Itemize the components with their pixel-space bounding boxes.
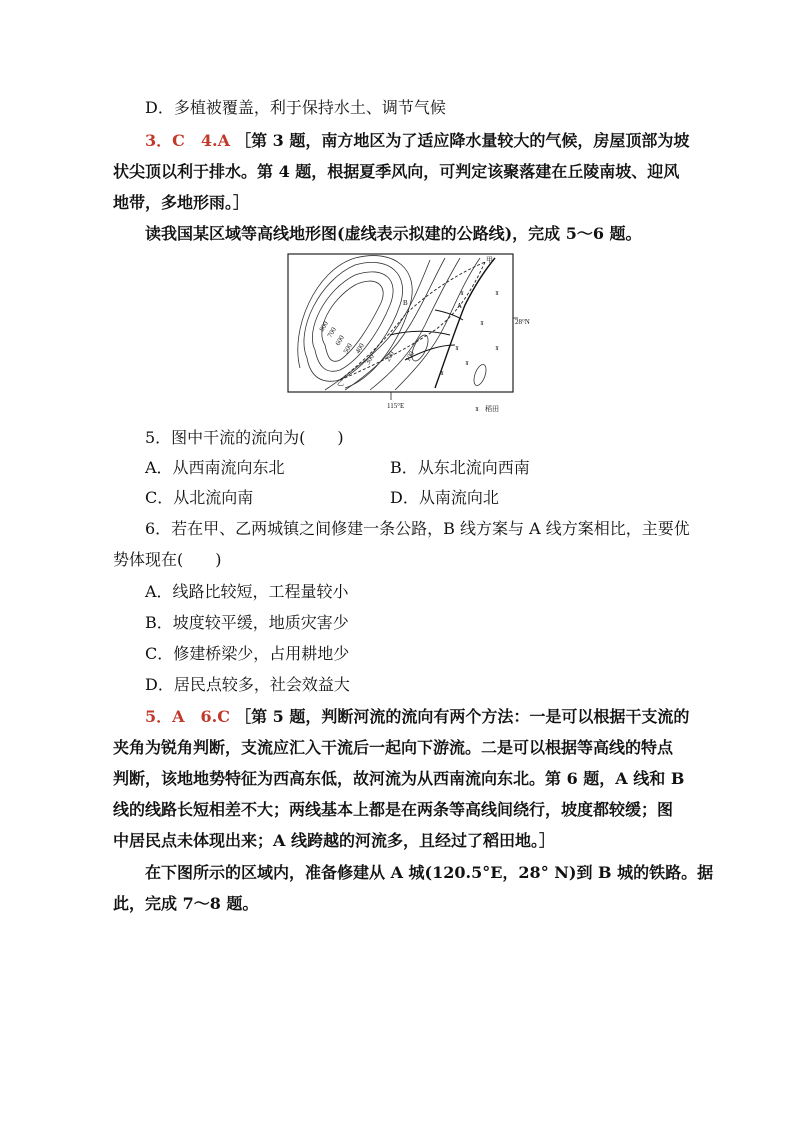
q5-option-d: D．从南流向北 [390,488,499,507]
svg-text:ɤ: ɤ [440,369,444,377]
q5-option-a: A．从西南流向东北 [145,458,285,477]
svg-text:ɤ: ɤ [495,289,499,297]
intro-5-6: 读我国某区域等高线地形图(虚线表示拟建的公路线)，完成 5～6 题。 [145,224,642,243]
answer-3-4-text3: 地带，多地形雨。］ [113,193,250,212]
q5-stem: 5．图中干流的流向为( ) [145,428,344,447]
q6-stem2: 势体现在( ) [113,550,222,569]
route-b-label: B [403,299,408,307]
svg-text:ɤ: ɤ [495,344,499,352]
tributaries [390,310,463,360]
svg-text:ɤ: ɤ [465,359,469,367]
answer-5-6-text2: 夹角为锐角判断，支流应汇入干流后一起向下游流。二是可以根据等高线的特点 [113,738,674,757]
contour-label-400: 400 [353,341,366,355]
option-d-prev: D．多植被覆盖，利于保持水土、调节气候 [145,98,446,117]
contour-label-800: 800 [317,319,330,333]
q5-option-c: C．从北流向南 [145,488,254,507]
answer-5-6-line1 [145,707,715,727]
place-jia-label: 甲 [486,256,493,264]
answer-3-4-text1: ［第 3 题，南方地区为了适应降水量较大的气候，房屋顶部为坡 [235,131,690,150]
legend-rice-icon: ɤ [475,405,479,413]
answer-3-4-text2: 状尖顶以利于排水。第 4 题，根据夏季风向，可判定该聚落建在丘陵南坡、迎风 [113,162,680,181]
intro-7-8-line2: 此，完成 7～8 题。 [113,894,259,913]
intro-7-8-line1: 在下图所示的区域内，准备修建从 A 城(120.5°E，28° N)到 B 城的铁路。据 [145,863,714,882]
contour-label-600: 600 [333,333,346,347]
answer-5-6-text5: 中居民点未体现出来；A 线跨越的河流多，且经过了稻田地。］ [113,831,555,850]
answer-5-6-text1: ［第 5 题，判断河流的流向有两个方法：一是可以根据干支流的 [235,707,690,726]
q6-option-b: B．坡度较平缓，地质灾害少 [145,613,349,632]
place-yi-label: 乙 [337,379,344,387]
answer-3-4-line1 [145,131,715,151]
q6-option-a: A．线路比较短，工程量较小 [145,582,349,601]
contour-label-300: 300 [363,352,376,366]
rice-paddy-icons [440,289,499,413]
q5-option-b: B．从东北流向西南 [390,458,530,477]
contour-map [285,250,530,420]
latitude-label: 28°N [515,318,530,326]
contour-600 [304,262,403,381]
svg-text:ɤ: ɤ [480,319,484,327]
answer-5-6-text3: 判断，该地地势特征为西高东低，故河流为从西南流向东北。第 6 题，A 线和 B [113,769,685,788]
q6-option-c: C．修建桥梁少，占用耕地少 [145,644,350,663]
contour-label-200: 200 [383,349,396,363]
longitude-label: 115°E [387,402,405,410]
svg-text:ɤ: ɤ [455,344,459,352]
q6-option-d: D．居民点较多，社会效益大 [145,675,350,694]
svg-text:ɤ: ɤ [460,289,464,297]
contour-label-700: 700 [325,325,338,339]
route-a-label: A [457,302,463,310]
contour-label-100: 100 [403,349,416,363]
answer-3-4-label: 3．C 4.A [145,131,230,150]
answer-5-6-text4: 线的线路长短相差不大；两线基本上都是在两条等高线间绕行，坡度都较缓；图 [113,800,674,819]
q6-stem1: 6．若在甲、乙两城镇之间修建一条公路，B 线方案与 A 线方案相比，主要优 [145,519,690,538]
contour-label-500: 500 [341,341,354,355]
legend-label: 稻田 [485,405,499,413]
answer-5-6-label: 5．A 6.C [145,707,230,726]
